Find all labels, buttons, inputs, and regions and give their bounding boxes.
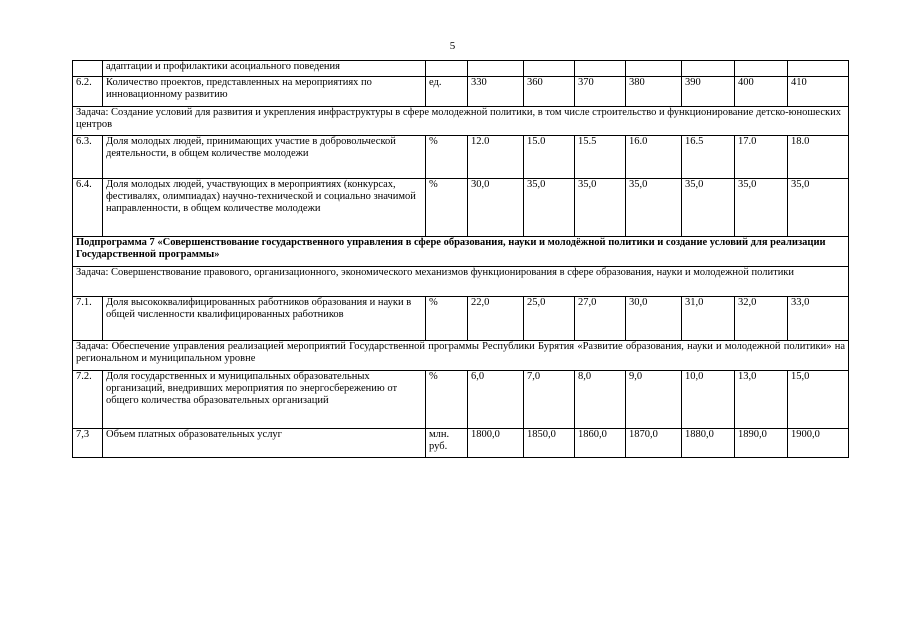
value-cell: 390	[682, 77, 735, 107]
value-cell: 7,0	[524, 371, 575, 429]
value-cell	[524, 61, 575, 77]
value-cell: 35,0	[735, 179, 788, 237]
value-cell: 370	[575, 77, 626, 107]
task-text: Задача: Обеспечение управления реализацией мероприятий Государственной программы Республики Бурятия «Развитие образования, науки и молодежной политики» на региональном и муниципальном уровне	[73, 341, 849, 371]
value-cell: 27,0	[575, 297, 626, 341]
unit: %	[426, 297, 468, 341]
value-cell	[682, 61, 735, 77]
value-cell: 6,0	[468, 371, 524, 429]
row-number: 6.4.	[73, 179, 103, 237]
value-cell	[575, 61, 626, 77]
value-cell: 330	[468, 77, 524, 107]
unit	[426, 61, 468, 77]
task-text: Задача: Совершенствование правового, организационного, экономического механизмов функционирования в сфере образования, науки и молодежной политики	[73, 267, 849, 297]
value-cell: 410	[788, 77, 849, 107]
value-cell: 35,0	[788, 179, 849, 237]
value-cell: 32,0	[735, 297, 788, 341]
table-row	[73, 297, 849, 341]
value-cell: 31,0	[682, 297, 735, 341]
value-cell: 15.5	[575, 136, 626, 179]
value-cell: 35,0	[575, 179, 626, 237]
value-cell: 15.0	[524, 136, 575, 179]
table-row	[73, 179, 849, 237]
row-number: 6.2.	[73, 77, 103, 107]
value-cell	[788, 61, 849, 77]
table-row	[73, 77, 849, 107]
task-text: Задача: Создание условий для развития и укрепления инфраструктуры в сфере молодежной политики, в том числе строительство и функционирование детско-юношеских центров	[73, 107, 849, 136]
value-cell: 12.0	[468, 136, 524, 179]
value-cell: 360	[524, 77, 575, 107]
value-cell: 1890,0	[735, 429, 788, 458]
value-cell: 1860,0	[575, 429, 626, 458]
subprogram-title: Подпрограмма 7 «Совершенствование государственного управления в сфере образования, науки и молодёжной политики и создание условий для реализации Государственной программы»	[73, 237, 849, 267]
unit: %	[426, 179, 468, 237]
unit: %	[426, 136, 468, 179]
value-cell: 10,0	[682, 371, 735, 429]
indicator-name: Доля высококвалифицированных работников образования и науки в общей численности квалифицированных работников	[103, 297, 426, 341]
value-cell: 30,0	[626, 297, 682, 341]
indicator-name: Доля государственных и муниципальных образовательных организаций, внедривших мероприятия по энергосбережению от общего количества образовательных организаций	[103, 371, 426, 429]
value-cell: 16.0	[626, 136, 682, 179]
value-cell: 400	[735, 77, 788, 107]
value-cell: 35,0	[682, 179, 735, 237]
row-number: 7,3	[73, 429, 103, 458]
value-cell: 17.0	[735, 136, 788, 179]
value-cell: 18.0	[788, 136, 849, 179]
row-number: 6.3.	[73, 136, 103, 179]
unit: ед.	[426, 77, 468, 107]
task-row	[73, 341, 849, 371]
unit: млн. руб.	[426, 429, 468, 458]
value-cell: 33,0	[788, 297, 849, 341]
row-number	[73, 61, 103, 77]
value-cell	[468, 61, 524, 77]
page-number: 5	[449, 40, 456, 52]
value-cell: 35,0	[626, 179, 682, 237]
table-row	[73, 429, 849, 458]
row-number: 7.1.	[73, 297, 103, 341]
value-cell: 1870,0	[626, 429, 682, 458]
table-row	[73, 61, 849, 77]
value-cell: 25,0	[524, 297, 575, 341]
value-cell: 22,0	[468, 297, 524, 341]
value-cell: 16.5	[682, 136, 735, 179]
indicator-name: адаптации и профилактики асоциального поведения	[103, 61, 426, 77]
value-cell: 8,0	[575, 371, 626, 429]
row-number: 7.2.	[73, 371, 103, 429]
indicators-table	[72, 60, 849, 458]
value-cell: 30,0	[468, 179, 524, 237]
value-cell: 35,0	[524, 179, 575, 237]
task-row	[73, 107, 849, 136]
value-cell: 1900,0	[788, 429, 849, 458]
subprogram-row	[73, 237, 849, 267]
table-row	[73, 371, 849, 429]
value-cell	[735, 61, 788, 77]
value-cell: 15,0	[788, 371, 849, 429]
value-cell: 13,0	[735, 371, 788, 429]
value-cell: 380	[626, 77, 682, 107]
indicator-name: Количество проектов, представленных на мероприятиях по инновационному развитию	[103, 77, 426, 107]
value-cell: 1800,0	[468, 429, 524, 458]
unit: %	[426, 371, 468, 429]
task-row	[73, 267, 849, 297]
indicator-name: Объем платных образовательных услуг	[103, 429, 426, 458]
value-cell: 9,0	[626, 371, 682, 429]
value-cell	[626, 61, 682, 77]
indicator-name: Доля молодых людей, принимающих участие в добровольческой деятельности, в общем количестве молодежи	[103, 136, 426, 179]
value-cell: 1880,0	[682, 429, 735, 458]
table-row	[73, 136, 849, 179]
indicator-name: Доля молодых людей, участвующих в мероприятиях (конкурсах, фестивалях, олимпиадах) научно-технической и социально значимой направленности, в общем количестве молодежи	[103, 179, 426, 237]
value-cell: 1850,0	[524, 429, 575, 458]
